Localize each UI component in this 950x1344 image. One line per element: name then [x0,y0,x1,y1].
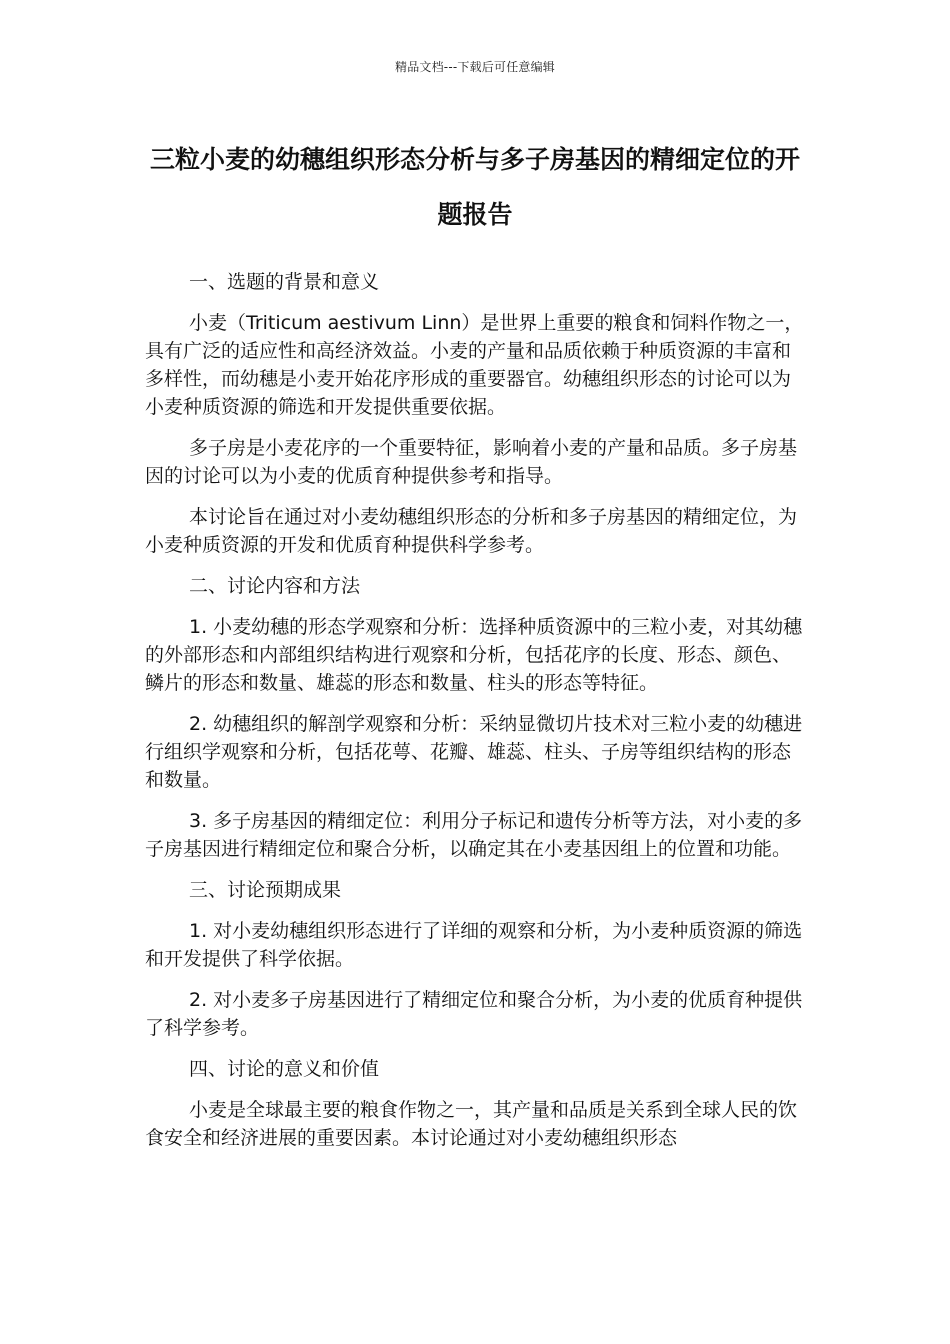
body-paragraph: 小麦（Triticum aestivum Linn）是世界上重要的粮食和饲料作物之一，具有广泛的适应性和高经济效益。小麦的产量和品质依赖于种质资源的丰富和多样性，而幼穗是小麦开始花序形成的重要器官。幼穗组织形态的讨论可以为小麦种质资源的筛选和开发提供重要依据。 [145,312,804,418]
section-heading-expected-results: 三、讨论预期成果 [189,879,342,901]
document-body [145,268,805,1165]
body-paragraph: 小麦是全球最主要的粮食作物之一，其产量和品质是关系到全球人民的饮食安全和经济进展的重要因素。本讨论通过对小麦幼穗组织形态 [145,1099,798,1149]
page-header-note: 精品文档---下载后可任意编辑 [395,60,555,74]
body-paragraph: 1. 对小麦幼穗组织形态进行了详细的观察和分析，为小麦种质资源的筛选和开发提供了科学依据。 [145,920,803,970]
body-paragraph: 3. 多子房基因的精细定位：利用分子标记和遗传分析等方法，对小麦的多子房基因进行精细定位和聚合分析，以确定其在小麦基因组上的位置和功能。 [145,810,803,860]
body-paragraph: 本讨论旨在通过对小麦幼穗组织形态的分析和多子房基因的精细定位，为小麦种质资源的开发和优质育种提供科学参考。 [145,506,798,556]
section-heading-content-methods: 二、讨论内容和方法 [189,575,361,597]
body-paragraph: 1. 小麦幼穗的形态学观察和分析：选择种质资源中的三粒小麦，对其幼穗的外部形态和内部组织结构进行观察和分析，包括花序的长度、形态、颜色、鳞片的形态和数量、雄蕊的形态和数量、柱头的形态等特征。 [145,616,803,694]
body-paragraph: 2. 幼穗组织的解剖学观察和分析：采纳显微切片技术对三粒小麦的幼穗进行组织学观察和分析，包括花萼、花瓣、雄蕊、柱头、子房等组织结构的形态和数量。 [145,713,803,791]
section-heading-background: 一、选题的背景和意义 [189,271,380,293]
section-heading-significance: 四、讨论的意义和价值 [189,1058,380,1080]
body-paragraph: 多子房是小麦花序的一个重要特征，影响着小麦的产量和品质。多子房基因的讨论可以为小麦的优质育种提供参考和指导。 [145,437,798,487]
body-paragraph: 2. 对小麦多子房基因进行了精细定位和聚合分析，为小麦的优质育种提供了科学参考。 [145,989,803,1039]
document-title: 三粒小麦的幼穗组织形态分析与多子房基因的精细定位的开题报告 [149,145,800,229]
